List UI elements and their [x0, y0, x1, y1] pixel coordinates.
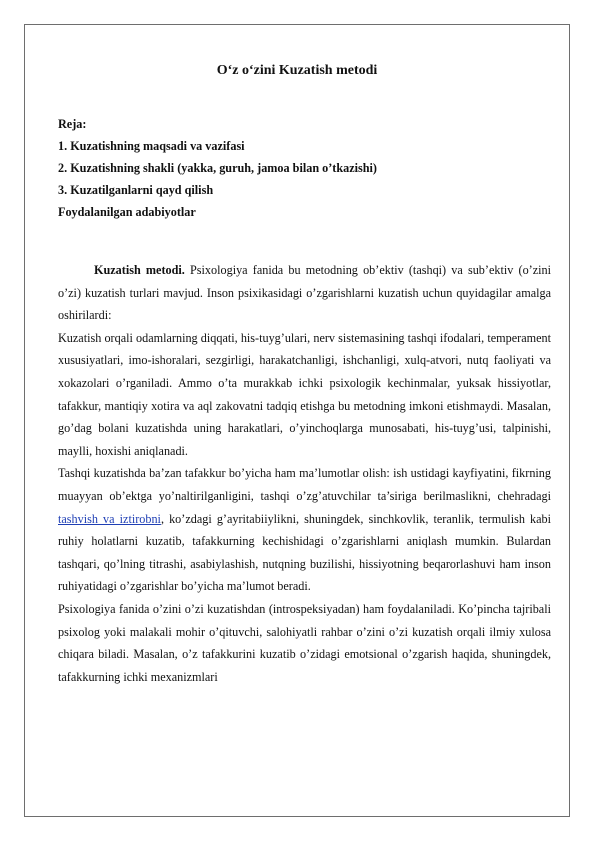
plan-item: 2. Kuzatishning shakli (yakka, guruh, jamoa bilan o’tkazishi)	[58, 161, 377, 175]
paragraph-3	[58, 462, 551, 598]
document-page	[24, 24, 570, 817]
paragraph-lead: Kuzatish metodi.	[94, 263, 185, 277]
plan-section	[58, 113, 377, 223]
document-body	[58, 259, 551, 688]
inline-link[interactable]: tashvish va iztirobni	[58, 511, 161, 526]
paragraph-text: , ko’zdagi g’ayritabiiylikni, shuningdek, sinchkovlik, teranlik, termulish kabi ruhiy holatlarni kuzatib, tafakkurning kechishidagi o’zgarishlarni aniqlash mumkin. Bulardan tashqari, qo’lning titrashi, asabiylashish, nutqning buzilishi, hissiyotning beqarorlashuvi ham inson ruhiyatidagi o’zgarishlar bo’yicha ma’lumot beradi.	[58, 511, 551, 594]
paragraph-text: Psixologiya fanida bu metodning ob’ektiv (tashqi) va sub’ektiv (o’zini o’zi) kuzatish turlari mavjud. Inson psixikasidagi o’zgarishlarni kuzatish uchun quyidagilar amalga oshirilardi:	[58, 263, 551, 323]
plan-item: 3. Kuzatilganlarni qayd qilish	[58, 183, 214, 197]
paragraph-4: Psixologiya fanida o’zini o’zi kuzatishdan (introspeksiyadan) ham foydalaniladi. Ko’pincha tajribali psixolog yoki malakali mohir o’qituvchi, salohiyatli rahbar o’zini o’zi kuzatish orqali ilmiy xulosa chiqara biladi. Masalan, o’z tafakkurini kuzatib o’zidagi emotsional o’zgarish haqida, shuningdek, tafakkurning ichki mexanizmlari	[58, 601, 551, 684]
page-title: O‘z o‘zini Kuzatish metodi	[216, 63, 378, 78]
paragraph-2: Kuzatish orqali odamlarning diqqati, his-tuyg’ulari, nerv sistemasining tashqi ifodalari, temperament xususiyatlari, imo-ishoralari, sezgirligi, harakatchanligi, ishchanligi, xulq-atvori, nutq faoliyati va xokazolari o’rganiladi. Ammo o’ta murakkab ichki psixologik kechinmalar, yuksak hissiyotlar, tafakkur, mantiqiy xotira va aql zakovatni tadqiq etishga bu metodning imkoni etishmaydi. Masalan, go’dag bolani kuzatishda uning harakatlari, o’yinchoqlarga munosabati, his-tuyg’usi, talpinishi, maylli, hoxishi aniqlanadi.	[58, 330, 551, 458]
plan-heading: Reja:	[58, 117, 87, 131]
paragraph-text: Tashqi kuzatishda ba’zan tafakkur bo’yicha ham ma’lumotlar olish: ish ustidagi kayfiyatini, fikrning muayyan ob’ektga yo’naltirilganligini, tashqi o’zg’atuvchilar ta’siriga berilmaslikni, chehradagi	[58, 466, 551, 503]
plan-item: 1. Kuzatishning maqsadi va vazifasi	[58, 139, 245, 153]
paragraph-1	[58, 259, 551, 327]
plan-references: Foydalanilgan adabiyotlar	[58, 205, 196, 219]
